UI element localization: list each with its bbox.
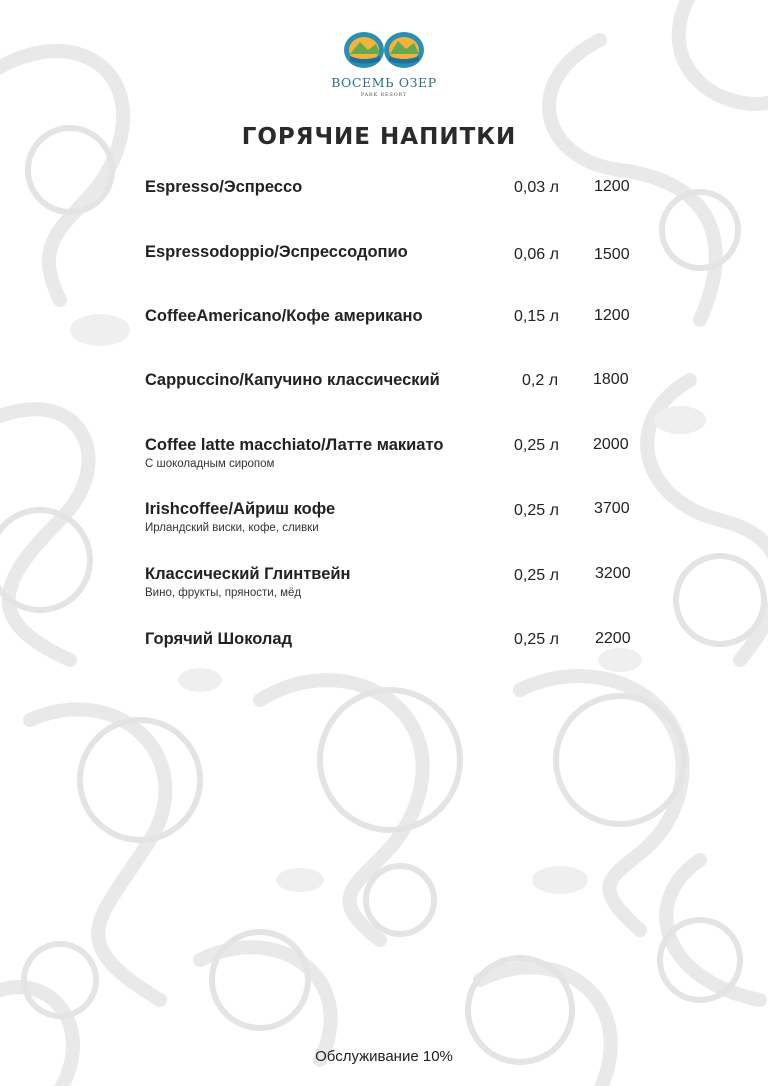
item-price: 3700 <box>594 500 630 517</box>
item-name: Irishcoffee/Айриш кофе <box>145 500 336 518</box>
menu-item-hot-chocolate <box>0 630 768 680</box>
menu-item-latte-macchiato <box>0 436 768 486</box>
item-description: С шоколадным сиропом <box>145 458 275 470</box>
item-price: 1500 <box>594 246 630 263</box>
item-name: Espressodoppio/Эспрессодопио <box>145 243 408 261</box>
item-name: Классический Глинтвейн <box>145 565 351 583</box>
brand-subtitle: PARK RESORT <box>360 92 408 98</box>
item-volume: 0,2 л <box>522 372 559 389</box>
item-price: 3200 <box>595 565 631 582</box>
item-volume: 0,25 л <box>514 631 559 648</box>
menu-item-cappuccino <box>0 371 768 421</box>
brand-name: ВОСЕМЬ ОЗЕР <box>331 75 437 90</box>
item-volume: 0,25 л <box>514 567 559 584</box>
item-volume: 0,25 л <box>514 437 559 454</box>
item-price: 1800 <box>593 371 629 388</box>
page-title: ГОРЯЧИЕ НАПИТКИ <box>241 124 517 150</box>
item-volume: 0,25 л <box>514 502 559 519</box>
item-description: Ирландский виски, кофе, сливки <box>145 522 319 534</box>
item-price: 2200 <box>595 630 631 647</box>
brand-logo <box>324 28 444 104</box>
item-price: 2000 <box>593 436 629 453</box>
service-charge-note: Обслуживание 10% <box>315 1048 453 1065</box>
item-volume: 0,03 л <box>514 179 559 196</box>
menu-item-espresso <box>0 178 768 228</box>
item-name: Cappuccino/Капучино классический <box>145 371 440 389</box>
item-name: Coffee latte macchiato/Латте макиато <box>145 436 444 454</box>
item-volume: 0,06 л <box>514 246 559 263</box>
item-name: Espresso/Эспрессо <box>145 178 303 196</box>
item-volume: 0,15 л <box>514 308 559 325</box>
item-description: Вино, фрукты, пряности, мёд <box>145 587 302 599</box>
menu-item-irish-coffee <box>0 500 768 550</box>
item-name: Горячий Шоколад <box>145 630 293 648</box>
item-price: 1200 <box>594 307 630 324</box>
item-price: 1200 <box>594 178 630 195</box>
brand-logo-mark <box>342 28 426 72</box>
menu-item-americano <box>0 307 768 357</box>
item-name: CoffeeAmericano/Кофе американо <box>145 307 423 325</box>
menu-item-mulled-wine <box>0 565 768 615</box>
menu-item-espressodoppio <box>0 243 768 293</box>
